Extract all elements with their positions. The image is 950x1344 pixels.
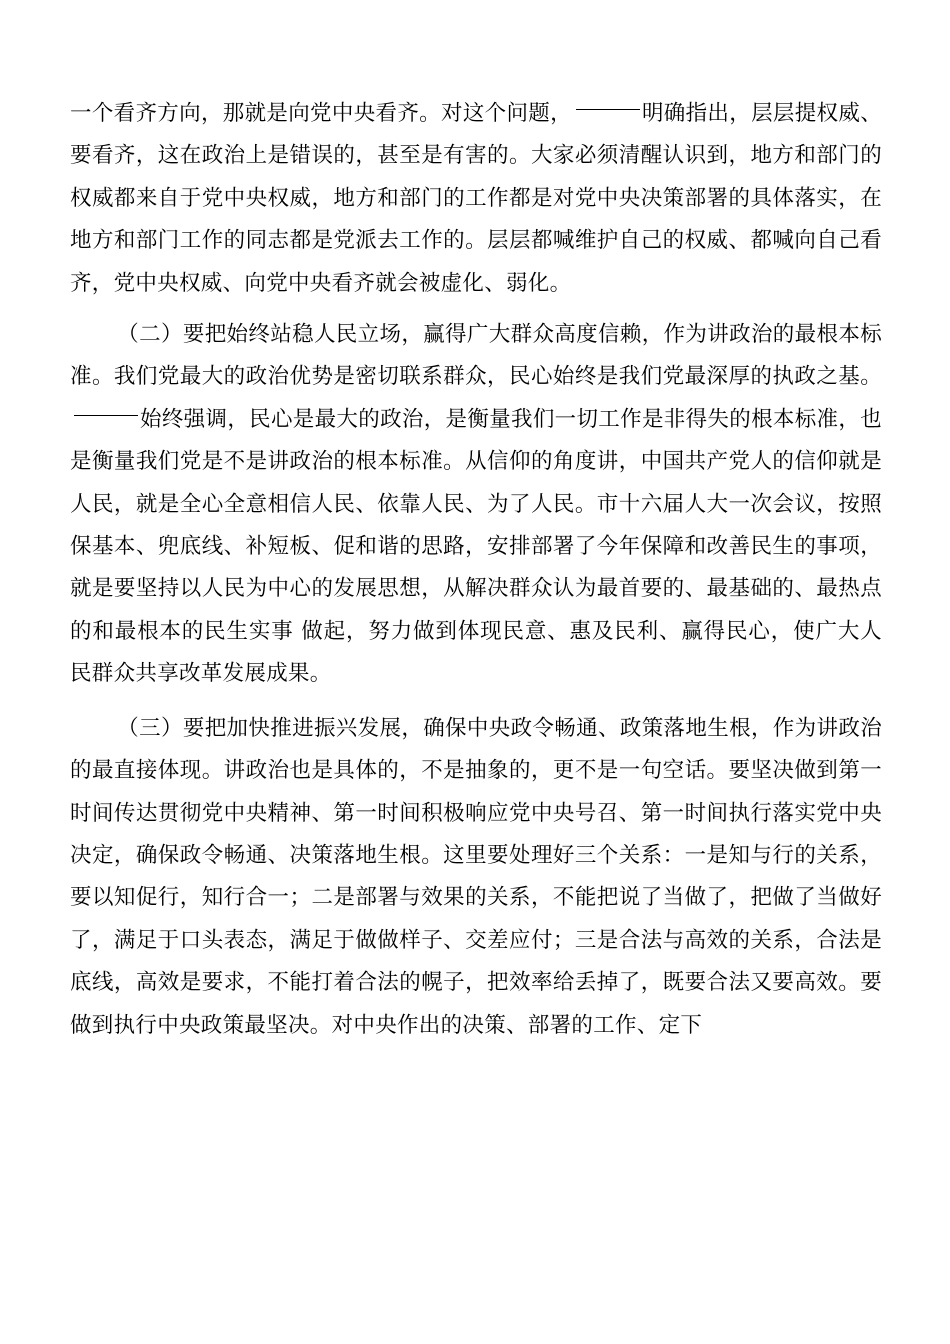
paragraph-2 <box>70 314 882 696</box>
paragraph-1-text-start: 一个看齐方向，那就是向党中央看齐。对这个问题， <box>70 101 572 126</box>
paragraph-3-text: （三）要把加快推进振兴发展，确保中央政令畅通、政策落地生根，作为讲政治的最直接体现。讲政治也是具体的，不是抽象的，更不是一句空话。要坚决做到第一时间传达贯彻党中央精神、第一时间积极响应党中央号召、第一时间执行落实党中央决定，确保政令畅通、决策落地生根。这里要处理好三个关系：一是知与行的关系，要以知促行，知行合一；二是部署与效果的关系，不能把说了当做了，把做了当做好了，满足于口头表态，满足于做做样子、交差应付；三是合法与高效的关系，合法是底线，高效是要求，不能打着合法的幌子，把效率给丢掉了，既要合法又要高效。要做到执行中央政策最坚决。对中央作出的决策、部署的工作、定下 <box>70 715 882 1038</box>
document-body <box>70 93 882 1047</box>
fill-in-blank <box>74 414 138 416</box>
paragraph-2-text-end: 始终强调，民心是最大的政治，是衡量我们一切工作是非得失的根本标准，也是衡量我们党是不是讲政治的根本标准。从信仰的角度讲，中国共产党人的信仰就是人民，就是全心全意相信人民、依靠人民、为了人民。市十六届人大一次会议，按照保基本、兜底线、补短板、促和谐的思路，安排部署了今年保障和改善民生的事项，就是要坚持以人民为中心的发展思想，从解决群众认为最首要的、最基础的、最热点的和最根本的民生实事 做起，努力做到体现民意、惠及民利、赢得民心，使广大人民群众共享改革发展成果。 <box>70 406 882 687</box>
paragraph-2-text-start: （二）要把始终站稳人民立场，赢得广大群众高度信赖，作为讲政治的最根本标准。我们党最大的政治优势是密切联系群众，民心始终是我们党最深厚的执政之基。 <box>70 322 882 390</box>
paragraph-3 <box>70 708 882 1047</box>
paragraph-1 <box>70 93 882 305</box>
fill-in-blank <box>576 108 640 110</box>
paragraph-1-text-end: 明确指出，层层提权威、要看齐，这在政治上是错误的，甚至是有害的。大家必须清醒认识到，地方和部门的权威都来自于党中央权威，地方和部门的工作都是对党中央决策部署的具体落实，在地方和部门工作的同志都是党派去工作的。层层都喊维护自己的权威、都喊向自己看齐，党中央权威、向党中央看齐就会被虚化、弱化。 <box>70 101 882 296</box>
